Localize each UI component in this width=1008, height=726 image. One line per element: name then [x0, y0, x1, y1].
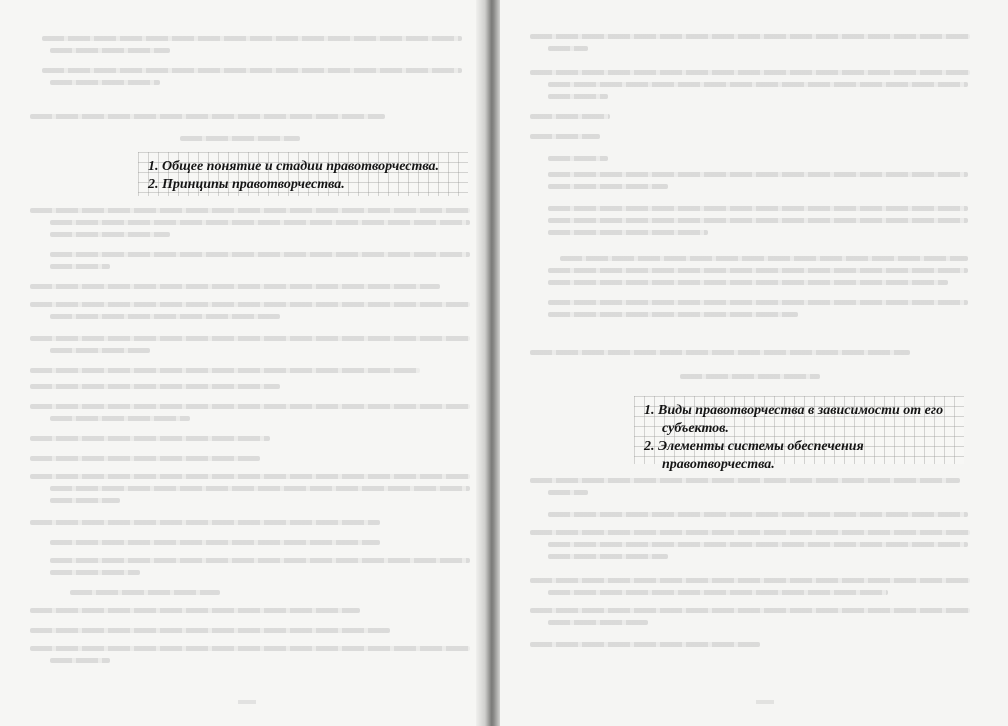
faded-text-line — [30, 608, 360, 613]
outline-item: 2. Принципы правотворчества. — [148, 177, 345, 192]
faded-text-line — [30, 646, 470, 651]
faded-text-line — [50, 498, 120, 503]
faded-text-line — [30, 456, 260, 461]
faded-text-line — [548, 218, 968, 223]
faded-text-line — [50, 658, 110, 663]
faded-text-line — [30, 436, 270, 441]
faded-text-line — [30, 474, 470, 479]
faded-text-line — [50, 348, 150, 353]
faded-text-line — [548, 82, 968, 87]
faded-text-line — [548, 490, 588, 495]
page-number — [756, 700, 774, 704]
faded-text-line — [548, 300, 968, 305]
faded-text-line — [548, 620, 648, 625]
left-page — [0, 0, 484, 726]
faded-text-line — [50, 264, 110, 269]
faded-text-line — [548, 312, 798, 317]
outline-box — [634, 396, 964, 472]
faded-text-line — [30, 628, 390, 633]
faded-text-line — [548, 280, 948, 285]
faded-text-line — [30, 384, 280, 389]
faded-text-line — [530, 578, 970, 583]
faded-text-line — [560, 256, 968, 261]
faded-text-line — [530, 350, 910, 355]
faded-text-line — [30, 520, 380, 525]
faded-text-line — [30, 114, 385, 119]
faded-text-line — [30, 336, 470, 341]
faded-text-line — [530, 608, 970, 613]
faded-text-line — [548, 206, 968, 211]
faded-text-line — [30, 368, 420, 373]
faded-text-line — [530, 530, 970, 535]
faded-text-line — [530, 478, 960, 483]
faded-text-line — [548, 512, 968, 517]
outline-item-continuation: субъектов. — [662, 421, 729, 436]
faded-text-line — [50, 416, 190, 421]
outline-box — [138, 152, 468, 196]
faded-text-line — [530, 134, 600, 139]
faded-text-line — [42, 68, 462, 73]
faded-text-line — [50, 252, 470, 257]
faded-text-line — [548, 94, 608, 99]
faded-text-line — [548, 184, 668, 189]
faded-text-line — [680, 374, 820, 379]
faded-text-line — [548, 156, 608, 161]
faded-text-line — [548, 172, 968, 177]
faded-text-line — [50, 570, 140, 575]
faded-text-line — [30, 284, 440, 289]
faded-text-line — [30, 208, 470, 213]
faded-text-line — [548, 268, 968, 273]
faded-text-line — [548, 590, 888, 595]
faded-text-line — [548, 46, 588, 51]
faded-text-line — [548, 230, 708, 235]
faded-text-line — [50, 314, 280, 319]
faded-text-line — [30, 302, 470, 307]
faded-text-line — [530, 70, 970, 75]
faded-text-line — [50, 232, 170, 237]
faded-text-line — [548, 542, 968, 547]
faded-text-line — [530, 642, 760, 647]
outline-item: 2. Элементы системы обеспечения — [644, 439, 864, 454]
faded-text-line — [50, 48, 170, 53]
faded-text-line — [50, 80, 160, 85]
faded-text-line — [530, 34, 970, 39]
faded-text-line — [530, 114, 610, 119]
faded-text-line — [50, 558, 470, 563]
faded-text-line — [70, 590, 220, 595]
faded-text-line — [548, 554, 668, 559]
faded-text-line — [50, 220, 470, 225]
faded-text-line — [30, 404, 470, 409]
outline-item-continuation: правотворчества. — [662, 457, 775, 472]
faded-text-line — [42, 36, 462, 41]
faded-text-line — [180, 136, 300, 141]
faded-text-line — [50, 540, 380, 545]
faded-text-line — [50, 486, 470, 491]
outline-item: 1. Виды правотворчества в зависимости от его — [644, 403, 944, 418]
right-page — [500, 0, 1008, 726]
page-number — [238, 700, 256, 704]
outline-item: 1. Общее понятие и стадии правотворчества. — [148, 159, 440, 174]
